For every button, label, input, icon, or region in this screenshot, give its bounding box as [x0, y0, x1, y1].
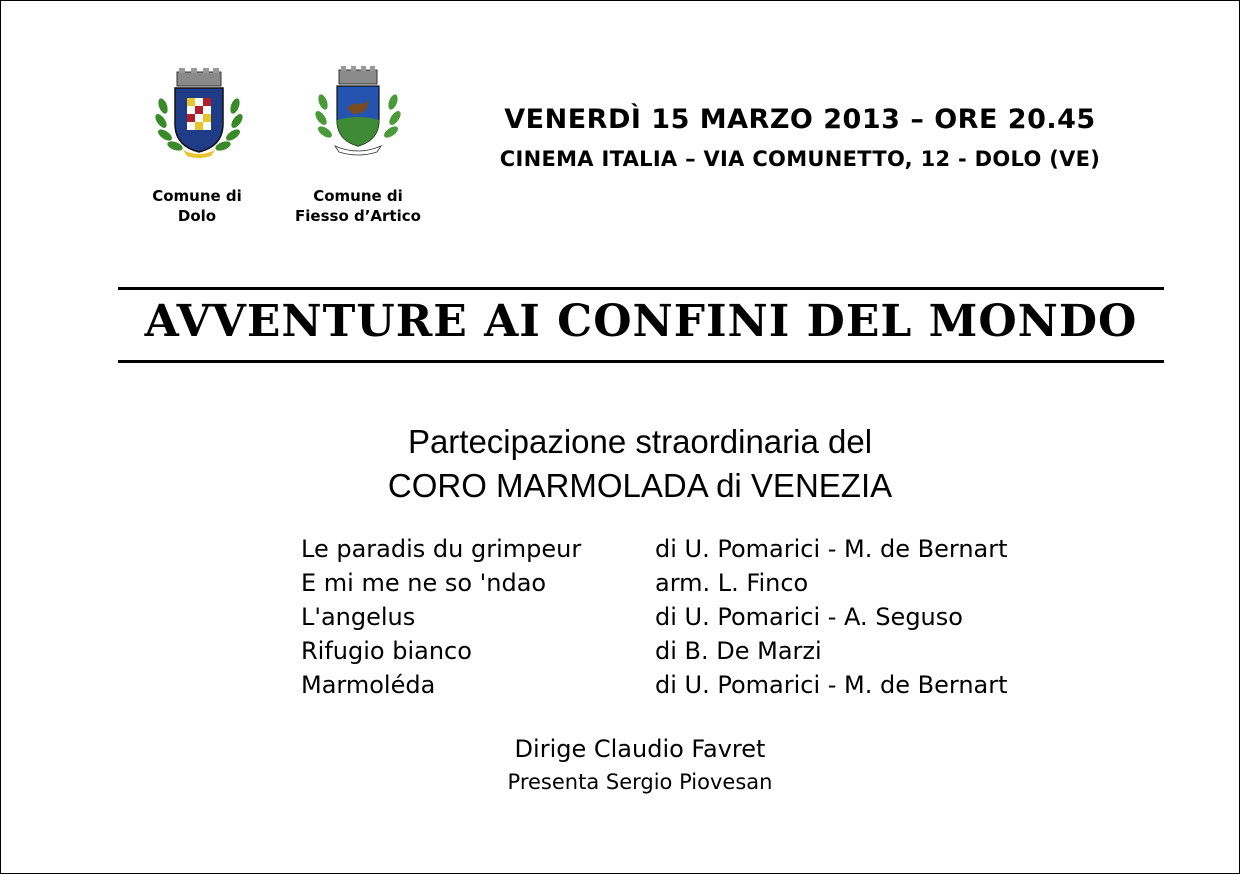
- dolo-caption-line2: Dolo: [177, 207, 217, 225]
- title-rule-top: [118, 287, 1164, 290]
- program-song-title: Rifugio bianco: [301, 637, 472, 665]
- presenter-credit: Presenta Sergio Piovesan: [507, 770, 773, 794]
- subtitle-line1: Partecipazione straordinaria del: [407, 423, 873, 460]
- program-list: [301, 532, 1008, 702]
- title-rule-bottom: [118, 360, 1164, 363]
- program-item: [301, 634, 1008, 668]
- director-credit: Dirige Claudio Favret: [514, 735, 766, 763]
- program-song-author: arm. L. Finco: [655, 569, 809, 597]
- program-song-author: di B. De Marzi: [655, 637, 822, 665]
- fiesso-caption: [288, 186, 428, 226]
- program-item: [301, 566, 1008, 600]
- program-song-title: Le paradis du grimpeur: [301, 535, 582, 563]
- program-song-title: Marmoléda: [301, 671, 436, 699]
- event-venue: CINEMA ITALIA – VIA COMUNETTO, 12 - DOLO (VE): [499, 147, 1101, 171]
- fiesso-coat-of-arms-icon: [313, 66, 403, 158]
- program-song-author: di U. Pomarici - M. de Bernart: [655, 535, 1008, 563]
- fiesso-caption-line1: Comune di: [313, 187, 403, 205]
- subtitle-line2: CORO MARMOLADA di VENEZIA: [387, 467, 893, 504]
- program-song-title: L'angelus: [301, 603, 416, 631]
- program-song-author: di U. Pomarici - A. Seguso: [655, 603, 963, 631]
- event-title: AVVENTURE AI CONFINI DEL MONDO: [144, 296, 1138, 347]
- program-item: [301, 668, 1008, 702]
- fiesso-caption-line2: Fiesso d’Artico: [295, 207, 421, 225]
- dolo-caption: [127, 186, 267, 226]
- program-song-title: E mi me ne so 'ndao: [301, 569, 547, 597]
- program-item: [301, 600, 1008, 634]
- program-item: [301, 532, 1008, 566]
- event-date-time: VENERDÌ 15 MARZO 2013 – ORE 20.45: [504, 104, 1096, 135]
- dolo-coat-of-arms-icon: [153, 66, 245, 160]
- program-song-author: di U. Pomarici - M. de Bernart: [655, 671, 1008, 699]
- dolo-caption-line1: Comune di: [152, 187, 242, 205]
